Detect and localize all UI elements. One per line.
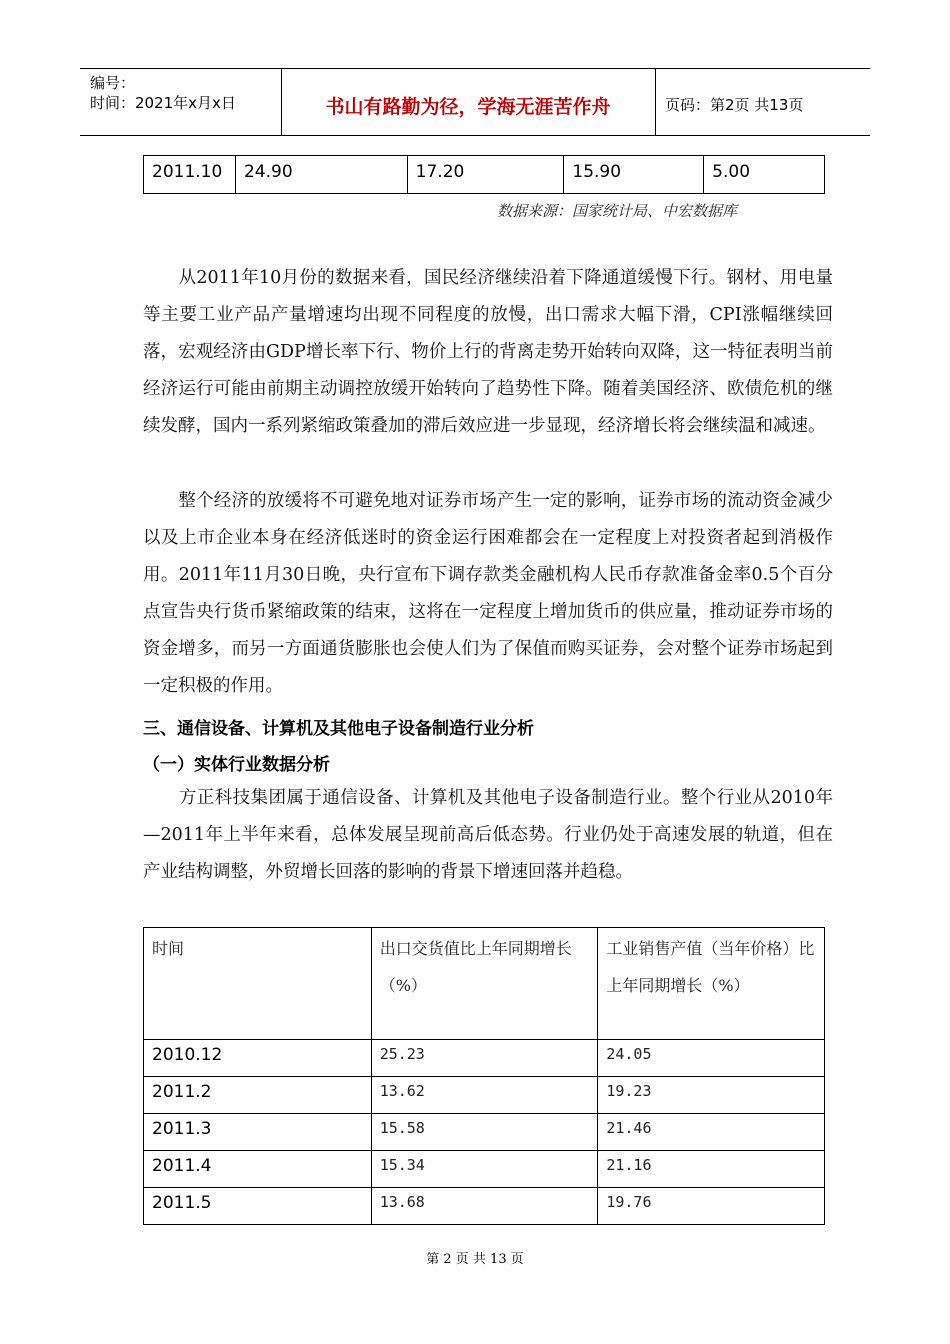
table-cell: 21.46 [598,1114,825,1151]
table-cell: 13.62 [371,1077,598,1114]
page-footer: 第 2 页 共 13 页 [426,1252,524,1267]
data-source-note: 数据来源：国家统计局、中宏数据库 [497,202,738,220]
table-cell: 2011.4 [144,1151,372,1188]
section-heading: 三、通信设备、计算机及其他电子设备制造行业分析 [143,719,534,739]
header-divider-right [655,68,656,135]
paragraph-economy: 从2011年10月份的数据来看，国民经济继续沿着下降通道缓慢下行。钢材、用电量等主要工业产品产量增速均出现不同程度的放慢，出口需求大幅下滑，CPI涨幅继续回落，宏观经济由GDP增长率下行、物价上行的背离走势开始转向双降，这一特征表明当前经济运行可能由前期主动调控放缓开始转向了趋势性下降。随着美国经济、欧债危机的继续发酵，国内一系列紧缩政策叠加的滞后效应进一步显现，经济增长将会继续温和减速。 [143,268,833,436]
paragraph-securities: 整个经济的放缓将不可避免地对证券市场产生一定的影响，证券市场的流动资金减少以及上市企业本身在经济低迷时的资金运行困难都会在一定程度上对投资者起到消极作用。2011年11月30日晚，央行宣布下调存款类金融机构人民币存款准备金率0.5个百分点宣告央行货币紧缩政策的结束，这将在一定程度上增加货币的供应量，推动证券市场的资金增多，而另一方面通货膨胀也会使人们为了保值而购买证券，会对整个证券市场起到一定积极的作用。 [143,491,833,696]
table-cell: 2011.5 [144,1188,372,1225]
macro-data-table [143,155,825,194]
table-cell: 25.23 [371,1040,598,1077]
table-header-cell: 时间 [144,928,372,1040]
table-cell: 19.76 [598,1188,825,1225]
table-cell: 15.90 [564,156,704,194]
header-number-label: 编号： [90,74,136,92]
table-cell: 13.68 [371,1188,598,1225]
table-cell: 5.00 [704,156,825,194]
header-page-label: 页码：第2页 共13页 [665,96,804,114]
table-cell: 21.16 [598,1151,825,1188]
table-header-cell: 工业销售产值（当年价格）比上年同期增长（%） [598,928,825,1040]
header-date-label: 时间：2021年x月x日 [90,94,236,112]
table-cell: 15.34 [371,1151,598,1188]
table-row [144,1077,825,1114]
table-cell: 2011.2 [144,1077,372,1114]
table-row [144,1040,825,1077]
table-cell: 2011.10 [144,156,236,194]
table-header-cell: 出口交货值比上年同期增长（%） [371,928,598,1040]
table-cell: 15.58 [371,1114,598,1151]
sub-heading: （一）实体行业数据分析 [143,755,330,775]
table-row [144,1114,825,1151]
header-motto: 书山有路勤为径，学海无涯苦作舟 [325,96,611,118]
header-top-rule [80,68,870,69]
table-row [144,1151,825,1188]
table-cell: 24.90 [235,156,407,194]
industry-data-table [143,927,825,1225]
table-cell: 17.20 [407,156,564,194]
table-header-row [144,928,825,1040]
table-cell: 2010.12 [144,1040,372,1077]
table-cell: 24.05 [598,1040,825,1077]
table-cell: 2011.3 [144,1114,372,1151]
header-bottom-rule [80,135,870,136]
table-row [144,1188,825,1225]
table-cell: 19.23 [598,1077,825,1114]
paragraph-industry: 方正科技集团属于通信设备、计算机及其他电子设备制造行业。整个行业从2010年—2011年上半年来看，总体发展呈现前高后低态势。行业仍处于高速发展的轨道，但在产业结构调整，外贸增长回落的影响的背景下增速回落并趋稳。 [143,788,833,882]
table-row [144,156,825,194]
